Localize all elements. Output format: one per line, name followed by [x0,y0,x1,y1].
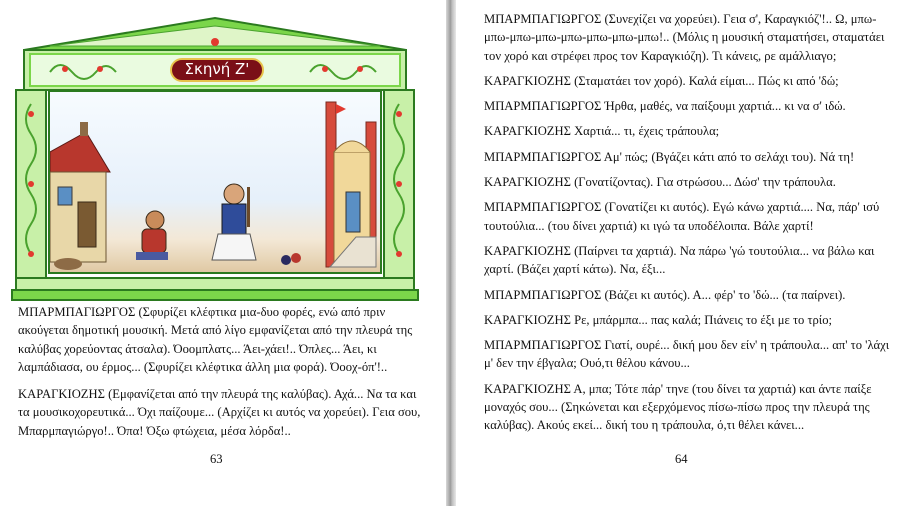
paragraph: ΜΠΑΡΜΠΑΓΙΩΡΓΟΣ Ήρθα, μαθές, να παίξουμι χαρτιά... κι να σ' ιδώ. [484,99,846,114]
palace-drawing [326,102,376,267]
paragraph: ΚΑΡΑΓΚΙΟΖΗΣ Χαρτιά... τι, έχεις τράπουλα; [484,124,720,139]
stage-drawing [50,92,380,272]
book-gutter [446,0,456,506]
paragraph: ΚΑΡΑΓΚΙΟΖΗΣ (Σταματάει τον χορό). Καλά είμαι... Πώς κι από 'δώ; [484,73,839,88]
paragraph: ΚΑΡΑΓΚΙΟΖΗΣ Α, μπα; Τότε πάρ' τηνε (του δίνει τα χαρτιά) και άντε παίξε μοναχός σου... (Σηκώνεται και εξερχόμενος πίσω-πίσω προς την πλευρά της καλύβας). Ακούς εκεί... δική του η τράπουλα, ό,τι θέλει κάνει... [484,381,872,433]
paragraph: ΚΑΡΑΓΚΙΟΖΗΣ (Παίρνει τα χαρτιά). Να πάρω 'γώ τουτούλια... να βάλω και χαρτί. (Βάζει χαρτί κάτω). Να, έξι... [484,243,875,277]
shadow-theater-illustration [10,14,420,304]
right-page [456,0,901,506]
paragraph: ΚΑΡΑΓΚΙΟΖΗΣ (Εμφανίζεται από την πλευρά της καλύβας). Αχά... Να τα και τα μουσικοχορευτικά... Όχι παίζουμε... (Αρχίζει κι αυτός να χορεύει). Γεια σου, Μπαρμπαγιώργο!.. Όπα! Όξω φτώχεια, μέσα λόρδα!.. [18,387,421,438]
paragraph: ΚΑΡΑΓΚΙΟΖΗΣ (Γονατίζοντας). Για στρώσου... Δώσ' την τράπουλα. [484,175,836,190]
left-page-text [18,303,422,449]
scene-title-plate: Σκηνή Ζ' [170,58,264,82]
paragraph: ΜΠΑΡΜΠΑΓΙΩΡΓΟΣ (Γονατίζει κι αυτός). Εγώ κάνω χαρτιά.... Να, πάρ' ισύ τουτούλια... (του δίνει χαρτιά) κι ιγώ τα υποδέλοιπα. Βάλε χαρτί! [484,200,880,233]
page-number-left: 63 [210,452,223,466]
paragraph: ΜΠΑΡΜΠΑΓΙΩΡΓΟΣ Γιατί, ουρέ... δική μου δεν είν' η τράπουλα... απ' το 'λάχι μ' δεν την έβγαλα; Ουό,τι θέλου κάνου... [484,338,890,371]
stage-scene [48,90,382,274]
paragraph: ΜΠΑΡΜΠΑΓΙΩΡΓΟΣ (Συνεχίζει να χορεύει). Γεια σ', Καραγκιόζ'!.. Ω, μπω-μπω-μπω-μπω-μπω-μπω-μπω-μπω!.. (Μόλις η μουσική σταματήσει, σταματάει τον χορό και στρέφει προς τον Καραγκιόζη). Τι κάνεις, ρε αμάλλιαγο; [484,12,885,63]
paragraph: ΚΑΡΑΓΚΙΟΖΗΣ Ρε, μπάρμπα... πας καλά; Πιάνεις το έξι με το τρίο; [484,312,832,327]
hut-drawing [50,122,110,270]
paragraph: ΜΠΑΡΜΠΑΓΙΩΡΓΟΣ (Βάζει κι αυτός). Α... φέρ' το 'δώ... (τα παίρνει). [484,287,846,302]
page-number-right: 64 [675,452,688,466]
left-page [0,0,446,506]
barbagiorgos-figure [212,184,301,265]
right-page-text [484,10,892,442]
paragraph: ΜΠΑΡΜΠΑΓΙΩΡΓΟΣ Αμ' πώς; (Βγάζει κάτι από το σελάχι του). Νά τη! [484,149,855,164]
karagiozis-figure [136,211,168,260]
paragraph: ΜΠΑΡΜΠΑΓΙΩΡΓΟΣ (Σφυρίζει κλέφτικα μια-δυο φορές, ενώ από πριν ακούγεται δημοτική μουσική. Μετά από λίγο εμφανίζεται από την πλευρά της καλύβας χορεύοντας άτσαλα). Όοομπλατς... Άει-χάει!.. Όπλες... Άει, κι λαμπάδιασα, ου έρμος... (Σφυρίζει κλέφτικα άλλη μια φορά). Όοοχ-όπ'!.. [18,305,413,374]
